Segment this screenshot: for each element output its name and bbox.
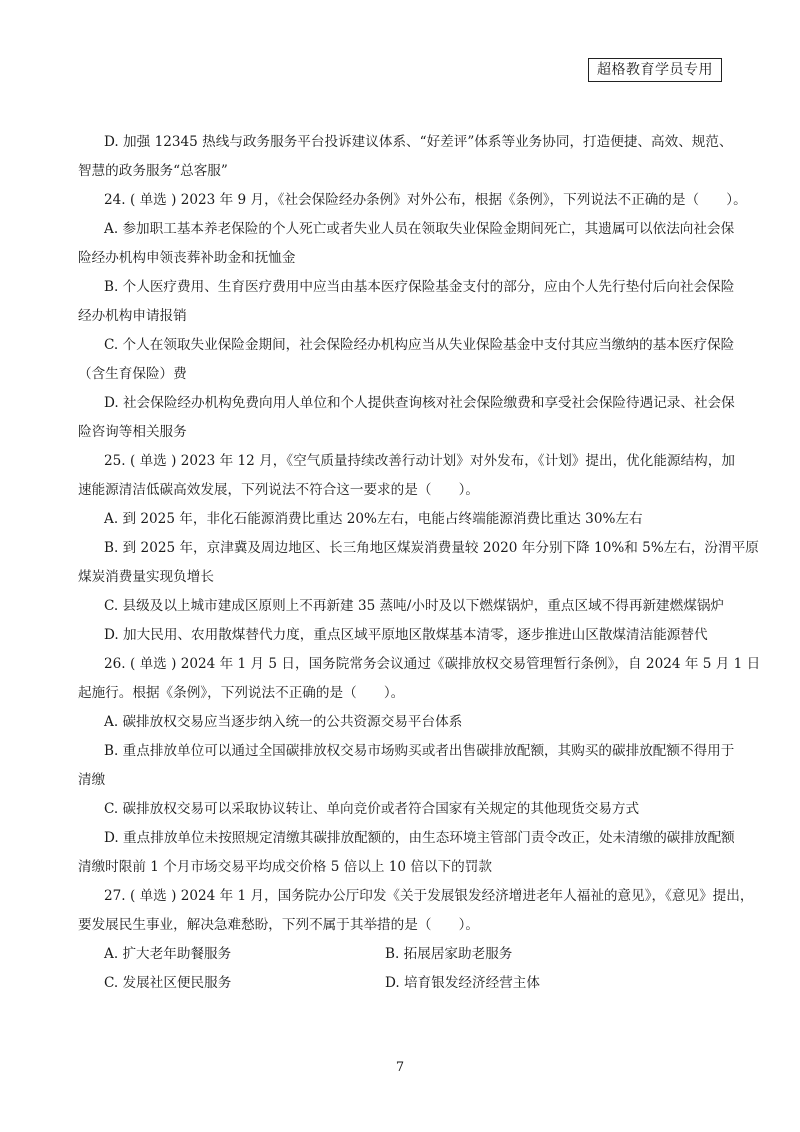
q24-option-b-line2: 经办机构申请报销: [78, 308, 187, 324]
q24-option-a-line1: A. 参加职工基本养老保险的个人死亡或者失业人员在领取失业保险金期间死亡，其遗属可以依法向社会保: [104, 221, 735, 237]
q26-option-a: A. 碳排放权交易应当逐步纳入统一的公共资源交易平台体系: [104, 714, 463, 730]
q26-stem-line2: 起施行。根据《条例》，下列说法不正确的是（ ）。: [78, 685, 405, 701]
q24-option-b-line1: B. 个人医疗费用、生育医疗费用中应当由基本医疗保险基金支付的部分，应由个人先行垫付后向社会保险: [104, 279, 735, 295]
q23-option-d-line2: 智慧的政务服务“总客服”: [78, 163, 228, 179]
q26-stem-line1: 26. ( 单选 ) 2024 年 1 月 5 日，国务院常务会议通过《碳排放权交易管理暂行条例》，自 2024 年 5 月 1 日: [104, 656, 761, 672]
q24-stem: 24. ( 单选 ) 2023 年 9 月，《社会保险经办条例》对外公布，根据《条例》，下列说法不正确的是（ ）。: [104, 192, 747, 208]
question-content: [78, 128, 761, 998]
q27-option-c: C. 发展社区便民服务: [104, 975, 232, 991]
q27-option-b: B. 拓展居家助老服务: [385, 946, 513, 962]
q24-option-c-line2: （含生育保险）费: [78, 366, 187, 382]
q26-option-c: C. 碳排放权交易可以采取协议转让、单向竞价或者符合国家有关规定的其他现货交易方式: [104, 801, 640, 817]
q24-option-c-line1: C. 个人在领取失业保险金期间，社会保险经办机构应当从失业保险基金中支付其应当缴纳的基本医疗保险: [104, 337, 735, 353]
q27-stem-line1: 27. ( 单选 ) 2024 年 1 月，国务院办公厅印发《关于发展银发经济增进老年人福祉的意见》，《意见》提出，: [104, 888, 754, 904]
q25-option-b-line2: 煤炭消费量实现负增长: [78, 569, 214, 585]
header-stamp: 超格教育学员专用: [588, 58, 722, 82]
q27-options-row1: [78, 940, 723, 969]
q27-stem-line2: 要发展民生事业，解决急难愁盼，下列不属于其举措的是（ ）。: [78, 917, 480, 933]
q24-option-d-line2: 险咨询等相关服务: [78, 424, 187, 440]
q26-option-b-line2: 清缴: [78, 772, 106, 788]
q25-option-d: D. 加大民用、农用散煤替代力度，重点区域平原地区散煤基本清零，逐步推进山区散煤清洁能源替代: [104, 627, 708, 643]
q23-option-d-line1: D. 加强 12345 热线与政务服务平台投诉建议体系、“好差评”体系等业务协同，打造便捷、高效、规范、: [104, 134, 733, 150]
q25-option-a: A. 到 2025 年，非化石能源消费比重达 20%左右，电能占终端能源消费比重达 30%左右: [104, 511, 643, 527]
q26-option-b-line1: B. 重点排放单位可以通过全国碳排放权交易市场购买或者出售碳排放配额，其购买的碳排放配额不得用于: [104, 743, 735, 759]
q24-option-d-line1: D. 社会保险经办机构免费向用人单位和个人提供查询核对社会保险缴费和享受社会保险待遇记录、社会保: [104, 395, 735, 411]
q25-option-c: C. 县级及以上城市建成区原则上不再新建 35 蒸吨/小时及以下燃煤锅炉，重点区域不得再新建燃煤锅炉: [104, 598, 725, 614]
q26-option-d-line1: D. 重点排放单位未按照规定清缴其碳排放配额的，由生态环境主管部门责令改正，处未清缴的碳排放配额: [104, 830, 735, 846]
q25-stem-line2: 速能源清洁低碳高效发展，下列说法不符合这一要求的是（ ）。: [78, 482, 480, 498]
q25-stem-line1: 25. ( 单选 ) 2023 年 12 月，《空气质量持续改善行动计划》对外发布，《计划》提出，优化能源结构，加: [104, 453, 735, 469]
page-number: 7: [395, 1060, 405, 1075]
q27-option-d: D. 培育银发经济经营主体: [385, 975, 540, 991]
q25-option-b-line1: B. 到 2025 年，京津冀及周边地区、长三角地区煤炭消费量较 2020 年分别下降 10%和 5%左右，汾渭平原: [104, 540, 759, 556]
q24-option-a-line2: 险经办机构申领丧葬补助金和抚恤金: [78, 250, 296, 266]
q26-option-d-line2: 清缴时限前 1 个月市场交易平均成交价格 5 倍以上 10 倍以下的罚款: [78, 859, 492, 875]
q27-options-row2: [78, 969, 723, 998]
q27-option-a: A. 扩大老年助餐服务: [104, 946, 232, 962]
